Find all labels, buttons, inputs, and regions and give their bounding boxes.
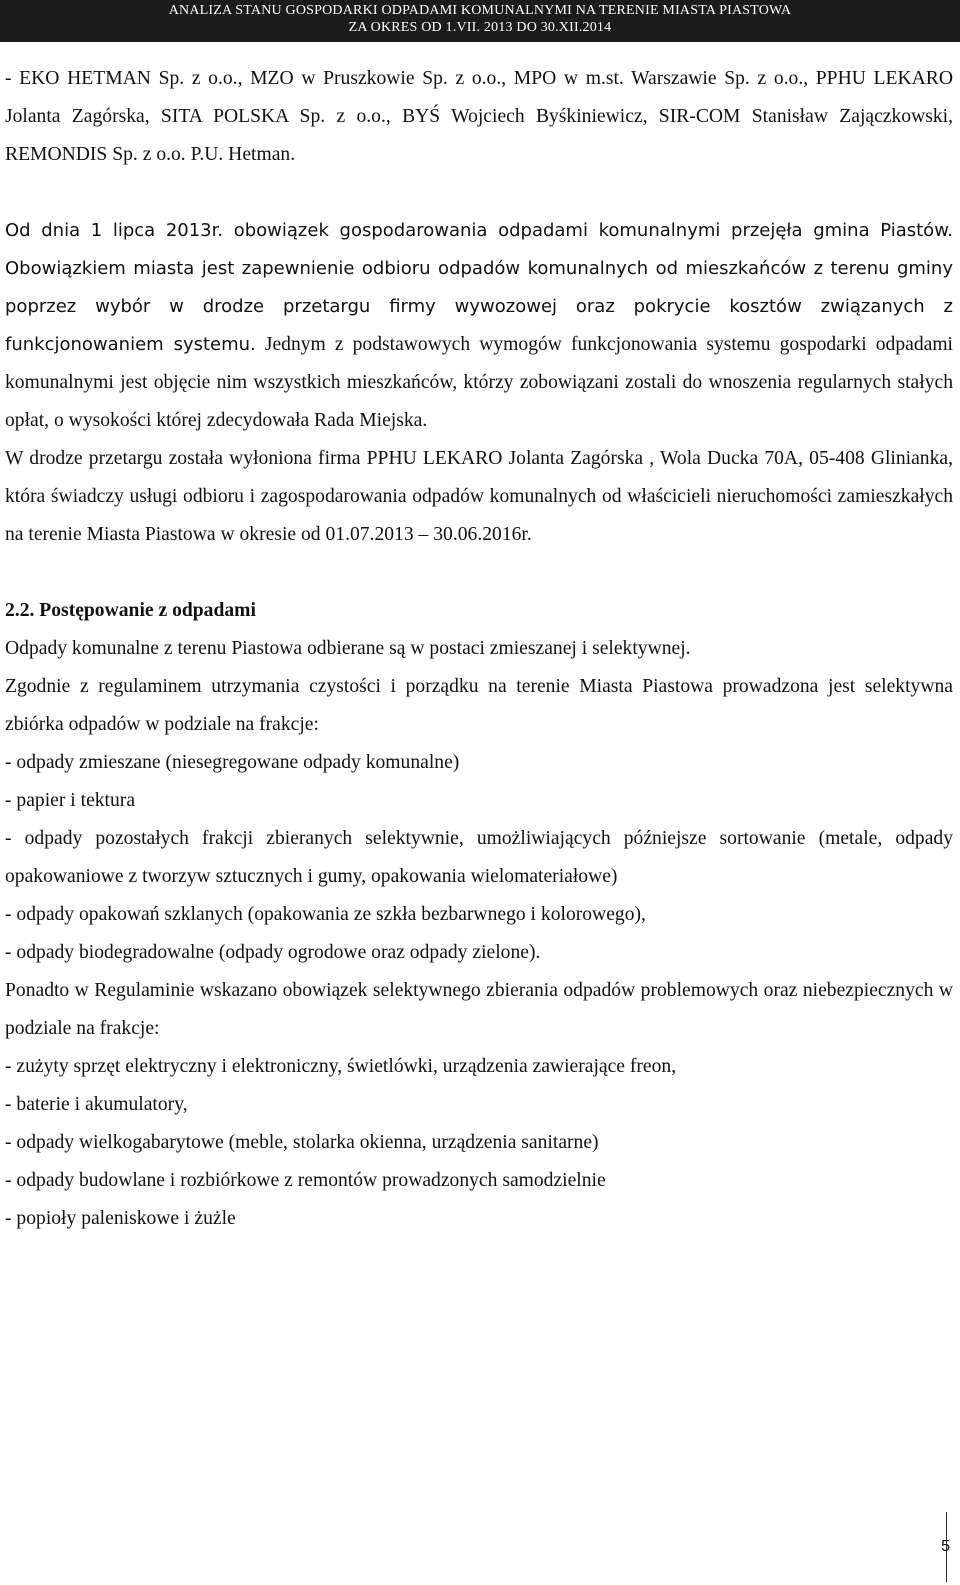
section-heading	[5, 592, 953, 630]
paragraph-collection: Odpady komunalne z terenu Piastowa odbierane są w postaci zmieszanej i selektywnej.	[5, 638, 691, 659]
list-item: - odpady budowlane i rozbiórkowe z remontów prowadzonych samodzielnie	[5, 1170, 606, 1191]
section-title: Postępowanie z odpadami	[39, 600, 256, 621]
list-item: - odpady opakowań szklanych (opakowania ze szkła bezbarwnego i kolorowego),	[5, 904, 646, 925]
intro-companies: - EKO HETMAN Sp. z o.o., MZO w Pruszkowie Sp. z o.o., MPO w m.st. Warszawie Sp. z o.o., PPHU LEKARO Jolanta Zagórska, SITA POLSKA Sp. z o.o., BYŚ Wojciech Byśkiniewicz, SIR-COM Stanisław Zajączkowski, REMONDIS Sp. z o.o. P.U. Hetman.	[5, 68, 953, 165]
fractions-list	[5, 744, 953, 972]
page-number: 5	[941, 1538, 950, 1555]
list-item: - zużyty sprzęt elektryczny i elektroniczny, świetlówki, urządzenia zawierające freon,	[5, 1056, 677, 1077]
list-item: - odpady zmieszane (niesegregowane odpady komunalne)	[5, 752, 460, 773]
header-period: ZA OKRES OD 1.VII. 2013 DO 30.XII.2014	[348, 20, 612, 35]
list-item: - odpady wielkogabarytowe (meble, stolarka okienna, urządzenia sanitarne)	[5, 1132, 599, 1153]
hazardous-list	[5, 1048, 953, 1238]
paragraph-tender: W drodze przetargu została wyłoniona firma PPHU LEKARO Jolanta Zagórska , Wola Ducka 70A, 05-408 Glinianka, która świadczy usługi odbioru i zagospodarowania odpadów komunalnych od właścicieli nieruchomości zamieszkałych na terenie Miasta Piastowa w okresie od 01.07.2013 – 30.06.2016r.	[5, 448, 953, 545]
document-header	[0, 0, 960, 42]
paragraph-obligation-sans: Od dnia 1 lipca 2013r. obowiązek gospodarowania odpadami komunalnymi przejęła gmina Piastów. Obowiązkiem miasta jest zapewnienie odbioru odpadów komunalnych od mieszkańców z terenu gminy poprzez wybór w drodze przetargu firmy wywozowej oraz pokrycie kosztów związanych z funkcjonowaniem systemu.	[5, 220, 953, 355]
list-item: - papier i tektura	[5, 790, 136, 811]
page-content	[5, 60, 953, 1238]
list-item: - popioły paleniskowe i żużle	[5, 1208, 236, 1229]
list-item: - odpady pozostałych frakcji zbieranych selektywnie, umożliwiających późniejsze sortowanie (metale, odpady opakowaniowe z tworzyw sztucznych i gumy, opakowania wielomateriałowe)	[5, 828, 953, 887]
paragraph-regulation: Zgodnie z regulaminem utrzymania czystości i porządku na terenie Miasta Piastowa prowadzona jest selektywna zbiórka odpadów w podziale na frakcje:	[5, 676, 953, 735]
header-title: ANALIZA STANU GOSPODARKI ODPADAMI KOMUNALNYMI NA TERENIE MIASTA PIASTOWA	[168, 3, 792, 18]
section-number: 2.2.	[5, 600, 35, 621]
list-item: - baterie i akumulatory,	[5, 1094, 188, 1115]
paragraph-obligation	[5, 212, 953, 440]
paragraph-hazardous: Ponadto w Regulaminie wskazano obowiązek selektywnego zbierania odpadów problemowych oraz niebezpiecznych w podziale na frakcje:	[5, 980, 953, 1039]
list-item: - odpady biodegradowalne (odpady ogrodowe oraz odpady zielone).	[5, 942, 541, 963]
paragraph-obligation-serif: Jednym z podstawowych wymogów funkcjonowania systemu gospodarki odpadami komunalnymi jest objęcie nim wszystkich mieszkańców, którzy zobowiązani zostali do wnoszenia regularnych stałych opłat, o wysokości której zdecydowała Rada Miejska.	[5, 334, 954, 431]
